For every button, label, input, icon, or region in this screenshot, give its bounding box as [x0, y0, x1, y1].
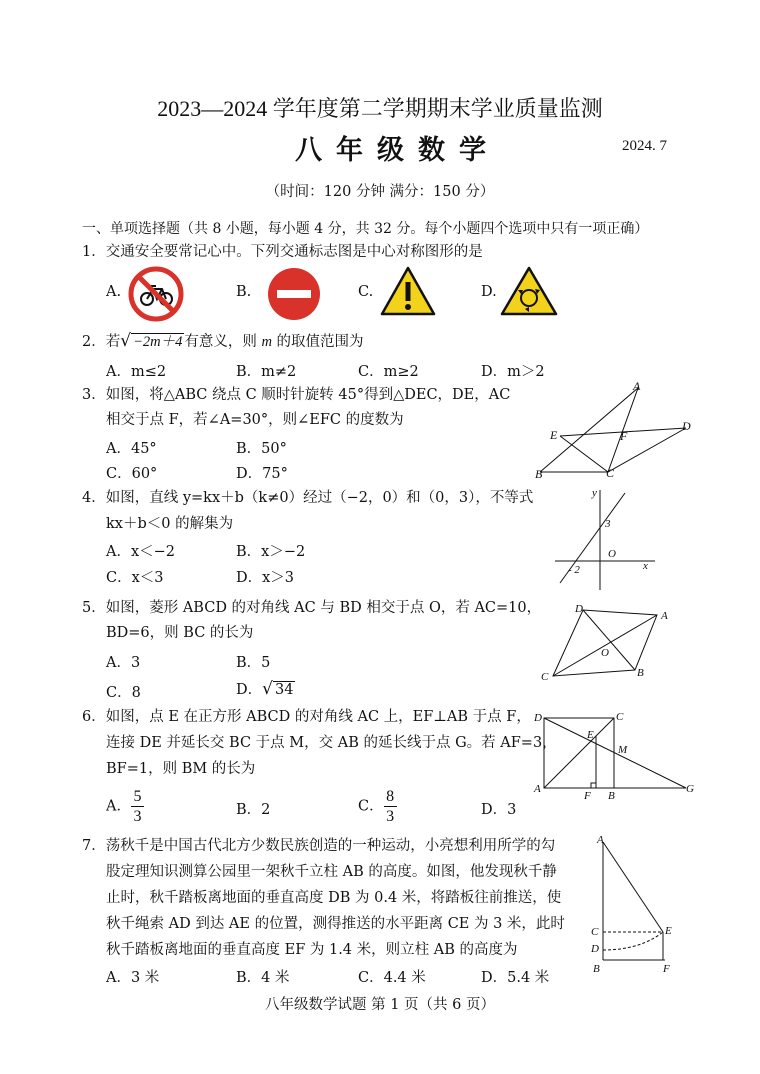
exam-title: 2023—2024 学年度第二学期期末学业质量监测 [157, 96, 603, 121]
q2-opt-c: C．m≥2 [358, 364, 419, 380]
q5-opt-d: D．√ 34 [236, 679, 294, 699]
q2-opt-a: A．m≤2 [106, 364, 167, 380]
q5-label-a: A [661, 610, 668, 622]
q5-figure [535, 600, 685, 685]
q6-opt-a-label: A． [106, 798, 131, 815]
q4-figure [550, 485, 660, 595]
q6-line1: 6．如图，点 E 在正方形 ABCD 的对角线 AC 上，EF⊥AB 于点 F， [82, 709, 531, 725]
q3-label-a: A [633, 379, 641, 393]
q4-opt-b: B．x＞−2 [236, 544, 306, 560]
q3-figure [530, 380, 700, 480]
q5-label-b: B [637, 667, 644, 679]
q6-opt-c-den: 3 [386, 808, 395, 825]
q3-label-c: C [606, 466, 615, 480]
q3-line2: 相交于点 F，若∠A=30°，则∠EFC 的度数为 [106, 412, 404, 428]
q4-label-neg2: - 2 [568, 564, 580, 576]
page-footer: 八年级数学试题 第 1 页（共 6 页） [265, 997, 495, 1013]
q7-opt-a: A．3 米 [106, 970, 160, 986]
q7-opt-d: D．5.4 米 [481, 970, 550, 986]
q3-opt-a: A．45° [106, 441, 157, 457]
q7-label-f: F [663, 963, 670, 975]
q3-label-b: B [535, 467, 543, 481]
q7-line1: 7．荡秋千是中国古代北方少数民族创造的一种运动，小亮想利用所学的勾 [82, 838, 556, 854]
q2-opt-b: B．m≠2 [236, 364, 297, 380]
q4-opt-c: C．x＜3 [106, 570, 164, 586]
q7-opt-b: B．4 米 [236, 970, 290, 986]
q7-label-d: D [591, 943, 599, 955]
no-entry-sign-icon [266, 266, 322, 322]
q4-line2: kx＋b＜0 的解集为 [106, 516, 234, 532]
q6-opt-c-label: C． [358, 798, 384, 815]
q3-opt-c: C．60° [106, 466, 158, 482]
q5-label-c: C [541, 671, 549, 683]
warning-sign-icon [380, 266, 436, 316]
q4-opt-a: A．x＜−2 [106, 544, 176, 560]
q2-opt-d: D．m＞2 [481, 364, 545, 380]
q7-label-b: B [593, 963, 600, 975]
q6-opt-d: D．3 [481, 802, 517, 818]
q6-label-d: D [534, 712, 542, 724]
q6-figure [530, 708, 700, 803]
q4-line1: 4．如图，直线 y=kx＋b（k≠0）经过（−2，0）和（0，3），不等式 [82, 490, 534, 506]
q4-label-y: y [592, 487, 597, 499]
q6-line2: 连接 DE 并延长交 BC 于点 M，交 AB 的延长线于点 G。若 AF=3， [106, 735, 557, 751]
q6-opt-a [106, 788, 144, 825]
q5-opt-b: B．5 [236, 655, 271, 671]
q3-label-d: D [682, 419, 691, 433]
q2-post2: 的取值范围为 [276, 334, 364, 350]
exam-date: 2024. 7 [622, 138, 667, 154]
q1-text: 1．交通安全要常记心中。下列交通标志图是中心对称图形的是 [82, 244, 483, 260]
q2-var: m [261, 334, 272, 350]
q7-figure [585, 832, 685, 977]
q3-label-f: F [620, 429, 628, 443]
q5-opt-d-label: D． [236, 682, 263, 698]
q6-label-b: B [608, 790, 615, 802]
q1-opt-b: B. [236, 284, 252, 300]
q3-opt-d: D．75° [236, 466, 288, 482]
q5-label-d: D [575, 603, 583, 615]
q7-opt-c: C．4.4 米 [358, 970, 426, 986]
q2-line: 2．若√ −2m＋4 有意义，则 m 的取值范围为 [82, 331, 364, 351]
no-bicycle-sign-icon [128, 266, 184, 322]
q6-opt-c-num: 8 [386, 788, 395, 805]
q7-label-c: C [591, 926, 599, 938]
time-info: （时间：120 分钟 满分：150 分） [265, 184, 495, 200]
q5-opt-c: C．8 [106, 685, 141, 701]
q1-opt-c: C. [358, 284, 374, 300]
q6-opt-b: B．2 [236, 802, 271, 818]
subject-title: 八年级数学 [295, 135, 500, 166]
q7-label-e: E [665, 925, 672, 937]
q3-label-e: E [550, 428, 558, 442]
q6-opt-a-den: 3 [133, 808, 142, 825]
q6-label-f: F [584, 790, 591, 802]
q7-label-a: A [597, 834, 604, 846]
q6-label-a: A [534, 783, 541, 795]
q3-line1: 3．如图，将△ABC 绕点 C 顺时针旋转 45°得到△DEC，DE，AC [82, 387, 511, 403]
q1-opt-a: A. [106, 284, 122, 300]
q5-opt-a: A．3 [106, 655, 141, 671]
q5-line1: 5．如图，菱形 ABCD 的对角线 AC 与 BD 相交于点 O，若 AC=10， [82, 600, 542, 616]
q7-line4: 秋千绳索 AD 到达 AE 的位置，测得推送的水平距离 CE 为 3 米，此时 [106, 916, 565, 932]
q6-label-g: G [686, 783, 694, 795]
q6-label-m: M [618, 744, 628, 756]
q6-line3: BF=1，则 BM 的长为 [106, 761, 256, 777]
q2-pre: 2．若 [82, 334, 121, 350]
q7-line3: 止时，秋千踏板离地面的垂直高度 DB 为 0.4 米，将踏板往前推送，使 [106, 890, 562, 906]
q6-opt-a-num: 5 [133, 788, 142, 805]
q6-opt-c [358, 788, 397, 825]
roundabout-sign-icon [500, 266, 558, 316]
q6-label-c: C [616, 711, 624, 723]
q7-line2: 股定理知识测算公园里一架秋千立柱 AB 的高度。如图，他发现秋千静 [106, 864, 557, 880]
q6-label-e: E [587, 729, 594, 741]
q1-opt-d: D. [481, 284, 497, 300]
q5-label-o: O [601, 647, 609, 659]
q2-radicand: −2m＋4 [133, 334, 183, 350]
q2-post: 有意义，则 [184, 334, 257, 350]
q4-label-o: O [608, 548, 616, 560]
q3-opt-b: B．50° [236, 441, 287, 457]
section-heading: 一、单项选择题（共 8 小题，每小题 4 分，共 32 分。每个小题四个选项中只有一项正确） [82, 221, 649, 237]
q4-label-3: 3 [605, 518, 611, 530]
q4-opt-d: D．x＞3 [236, 570, 295, 586]
q5-line2: BD=6，则 BC 的长为 [106, 625, 254, 641]
q5-opt-d-radicand: 34 [274, 682, 294, 698]
q7-line5: 秋千踏板离地面的垂直高度 EF 为 1.4 米，则立柱 AB 的高度为 [106, 942, 518, 958]
q4-label-x: x [643, 560, 648, 572]
